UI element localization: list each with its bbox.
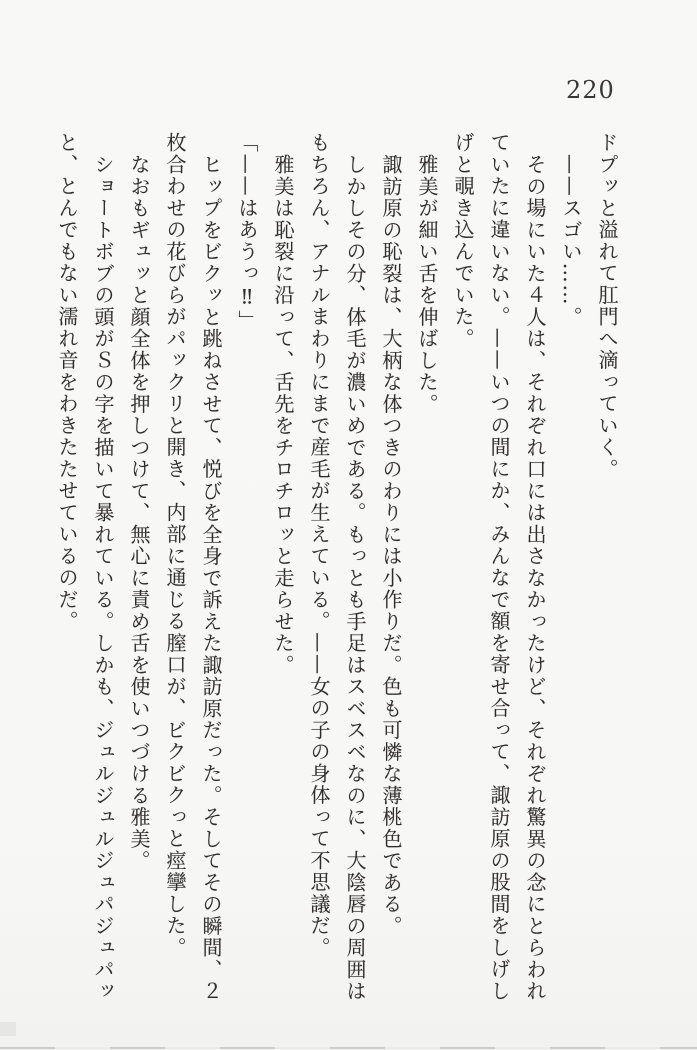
text-block <box>49 132 625 1010</box>
text-column: その場にいた４人は、それぞれ口には出さなかったけど、それぞれ驚異の念にとらわれ <box>523 154 547 1003</box>
page-number: 220 <box>566 76 615 104</box>
text-column: ドプッと溢れて肛門へ滴っていく。 <box>595 132 619 480</box>
text-column: 雅美が細い舌を伸ばした。 <box>415 154 439 415</box>
text-column: ヒップをビクッと跳ねさせて、悦びを全身で訴えた諏訪原だった。そしてその瞬間、２ <box>199 154 223 1003</box>
text-column: 「——はあうっ‼」 <box>235 132 259 332</box>
text-column: しかしその分、体毛が濃いめである。もっとも手足はスベスベなのに、大陰唇の周囲は <box>343 154 367 1003</box>
text-column: なおもギュッと顔全体を押しつけて、無心に責め舌を使いつづける雅美。 <box>127 154 151 872</box>
text-column: ていたに違いない。——いつの間にか、みんなで額を寄せ合って、諏訪原の股間をしげし <box>487 132 511 1002</box>
text-column: げと覗き込んでいた。 <box>451 132 475 350</box>
scan-edge-line <box>0 1047 697 1049</box>
text-column: 雅美は恥裂に沿って、舌先をチロチロッと走らせた。 <box>271 154 295 676</box>
text-column: ——スゴい……。 <box>559 154 583 328</box>
text-column: と、とんでもない濡れ音をわきたたせているのだ。 <box>55 132 79 633</box>
text-column: ショートボブの頭がＳの字を描いて暴れている。しかも、ジュルジュルジュパジュパッ <box>91 154 115 1003</box>
text-column: 諏訪原の恥裂は、大柄な体つきのわりには小作りだ。色も可憐な薄桃色である。 <box>379 154 403 937</box>
scan-artifact <box>0 1022 16 1036</box>
text-column: 枚合わせの花びらがパックリと開き、内部に通じる膣口が、ビクビクっと痙攣した。 <box>163 132 187 959</box>
text-column: もちろん、アナルまわりにまで産毛が生えている。——女の子の身体って不思議だ。 <box>307 132 331 959</box>
